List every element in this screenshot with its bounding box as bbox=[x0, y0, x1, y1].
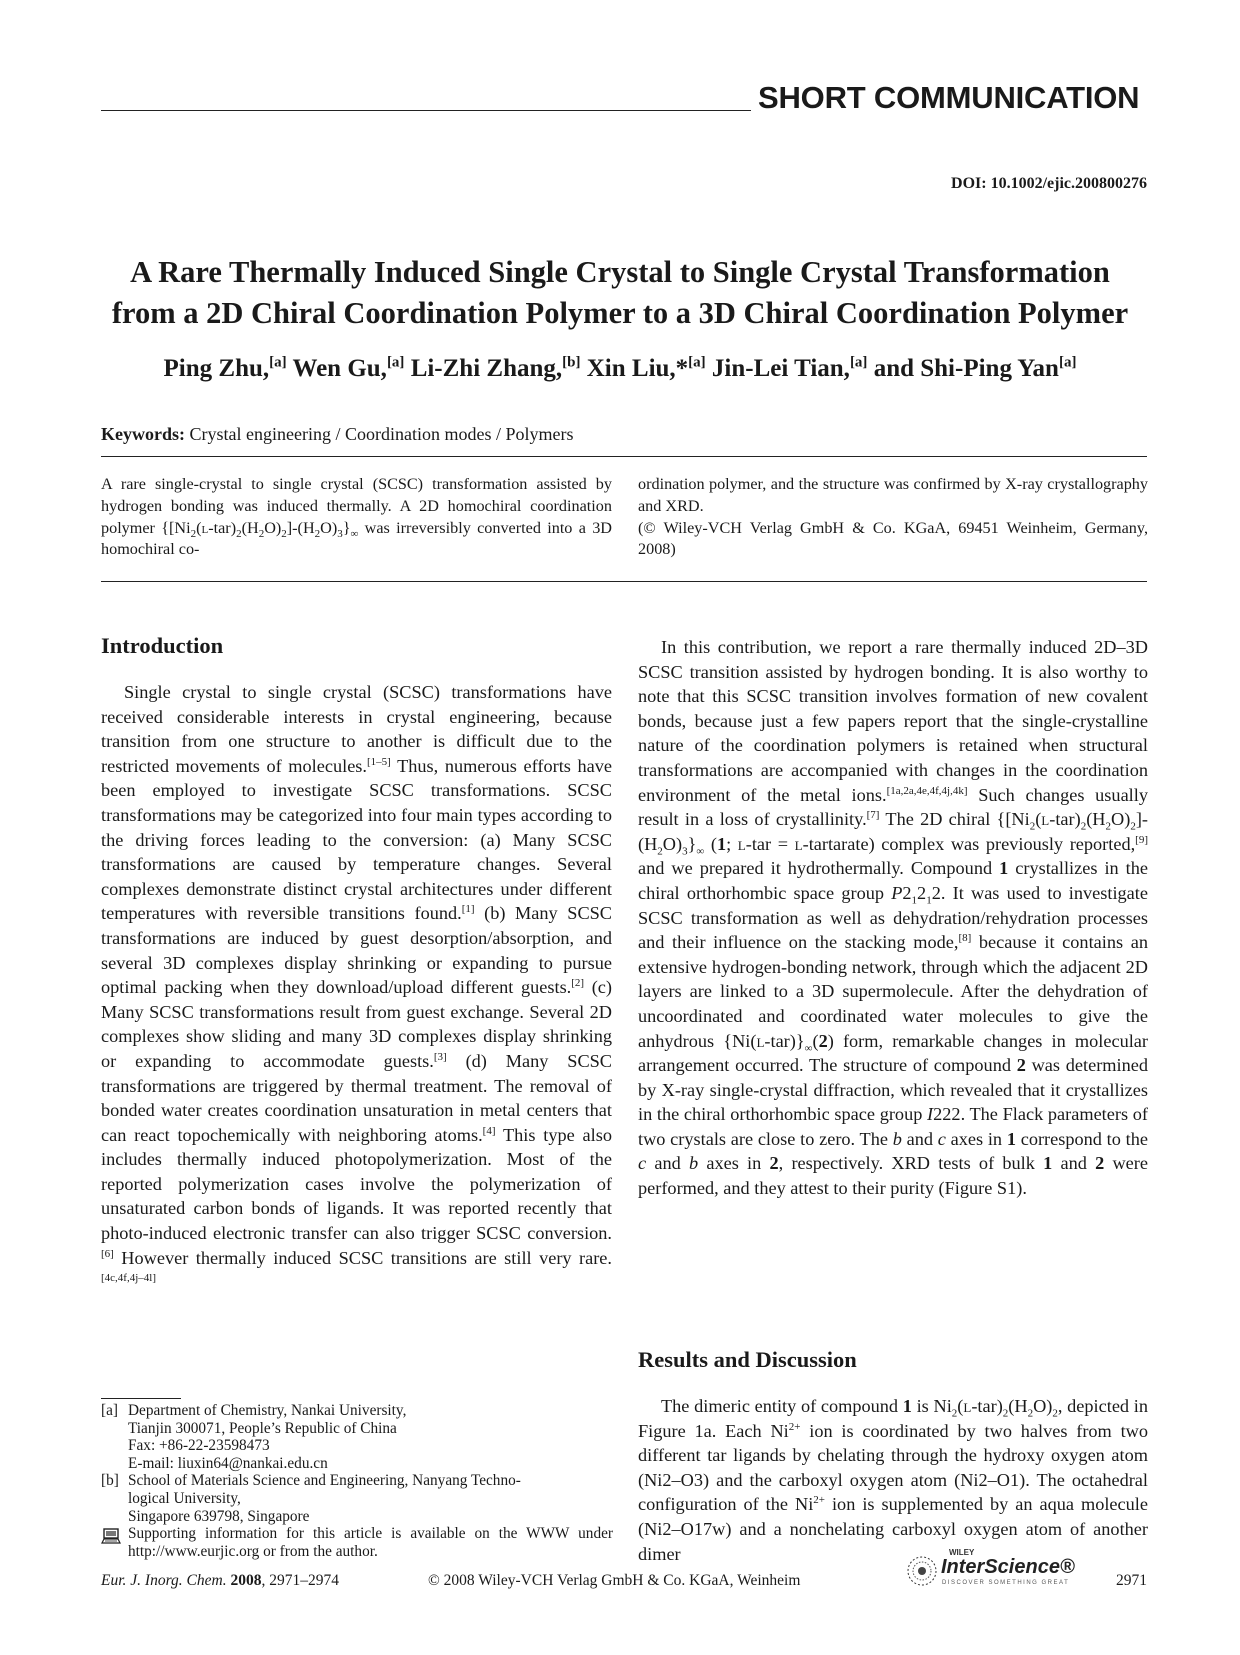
keywords-label: Keywords: bbox=[101, 424, 185, 444]
page-number: 2971 bbox=[1116, 1572, 1147, 1589]
copyright: © 2008 Wiley-VCH Verlag GmbH & Co. KGaA, Weinheim bbox=[428, 1572, 801, 1589]
abstract-left: A rare single-crystal to single crystal (SCSC) transformation assisted by hydrogen bonding was induced thermally. A 2D homochiral coordination polymer $\{[Ni_2(l-tar)_2(H_2O)_2]-(H_2O)_3\}_\infty$ was irreversibly converted into a 3D homochiral co- bbox=[101, 475, 612, 559]
footnotes bbox=[101, 1402, 613, 1560]
article-title bbox=[80, 252, 1160, 334]
author: Xin Liu,*[a] bbox=[586, 355, 706, 383]
header-rule bbox=[101, 110, 751, 111]
results-text bbox=[638, 1394, 1148, 1566]
footnote-rule bbox=[101, 1398, 181, 1399]
keywords bbox=[101, 424, 573, 445]
globe-icon bbox=[905, 1554, 939, 1588]
paragraph: Single crystal to single crystal (SCSC) transformations have received considerable interests in crystal engineering, because transition from one structure to another is difficult due to the restricted movements of molecules.[1–5] Thus, numerous efforts have been employed to investigate SCSC transformations. SCSC transformations may be categorized into four main types according to the driving forces leading to the conversion: (a) Many SCSC transformations are caused by temperature changes. Several complexes demonstrate distinct crystal architectures under different temperatures with reversible transitions found.[1] (b) Many SCSC transformations are induced by guest desorption/absorption, and several 3D complexes display shrinking or expanding to pursue optimal packing when they download/upload different guests.[2] (c) Many SCSC transformations result from guest exchange. Several 2D complexes show sliding and many 3D complexes display shrinking or expanding to accommodate guests.[3] (d) Many SCSC transformations are triggered by thermal treatment. The removal of bonded water creates coordination unsaturation in metal centers that can react topochemically with neighboring atoms.[4] This type also includes thermally induced photopolymerization. Most of the reported polymerization cases involve the polymerization of unsaturated carbon bonds of ligands. It was reported recently that photo-induced electronic transfer can also trigger SCSC conversion.[6] However thermally induced SCSC transitions are still very rare.[4c,4f,4j–4l] bbox=[101, 682, 612, 1285]
email[interactable]: E-mail: liuxin64@nankai.edu.cn bbox=[128, 1454, 328, 1472]
contribution-text bbox=[638, 635, 1148, 1201]
author: Jin-Lei Tian,[a] bbox=[711, 355, 868, 383]
footnote-a: [a] Department of Chemistry, Nankai University, Tianjin 300071, People’s Republic of China Fax: +86-22-23598473 E-mail: liuxin64@nankai.edu.cn bbox=[101, 1402, 613, 1472]
heading-results: Results and Discussion bbox=[638, 1347, 857, 1372]
footnote-supporting-info: Supporting information for this article is available on the WWW under http://www.eurjic.org or from the author. bbox=[101, 1525, 613, 1560]
journal-citation: Eur. J. Inorg. Chem. 2008, 2971–2974 bbox=[101, 1572, 339, 1589]
paragraph: The dimeric entity of compound 1 is $Ni_2(l-tar)_2(H_2O)_2$, depicted in Figure 1a. Each $Ni^{2+}$ ion is coordinated by two halves from two different tar ligands by chelating through the hydroxy oxygen atom (Ni2–O3) and the carboxyl oxygen atom (Ni2–O1). The octahedral configuration of the $Ni^{2+}$ ion is supplemented by an aqua molecule (Ni2–O17w) and a nonchelating carboxyl oxygen atom of another dimer bbox=[638, 1396, 1148, 1564]
keywords-rule bbox=[101, 456, 1147, 457]
introduction-text bbox=[101, 680, 612, 1295]
keywords-text: Crystal engineering / Coordination modes / Polymers bbox=[189, 424, 574, 444]
interscience-logo: WILEY InterScience® DISCOVER SOMETHING GREAT bbox=[905, 1548, 1075, 1592]
doi[interactable]: DOI: 10.1002/ejic.200800276 bbox=[951, 175, 1147, 192]
author: Li-Zhi Zhang,[b] bbox=[410, 355, 581, 383]
title-line-2: from a 2D Chiral Coordination Polymer to a 3D Chiral Coordination Polymer bbox=[111, 296, 1129, 330]
abstract-right: ordination polymer, and the structure was confirmed by X-ray crystallography and XRD. (© Wiley-VCH Verlag GmbH & Co. KGaA, 69451 Weinheim, Germany, 2008) bbox=[638, 475, 1148, 559]
abstract-rule bbox=[101, 581, 1147, 582]
footnote-b: [b] School of Materials Science and Engineering, Nanyang Techno- logical University, Singapore 639798, Singapore bbox=[101, 1472, 521, 1525]
author: and Shi-Ping Yan[a] bbox=[873, 355, 1077, 383]
author-list bbox=[80, 355, 1160, 383]
paragraph: In this contribution, we report a rare thermally induced 2D–3D SCSC transition assisted by hydrogen bonding. It is also worthy to note that this SCSC transition involves formation of new covalent bonds, because just a few papers report that the single-crystalline nature of the coordination polymers is retained when structural transformations are accompanied with changes in the coordination environment of the metal ions.[1a,2a,4e,4f,4j,4k] Such changes usually result in a loss of crystallinity.[7] The 2D chiral $\{[Ni_2(l-tar)_2(H_2O)_2]-(H_2O)_3\}_\infty$ (1; l-tar = l-tartarate) complex was previously reported,[9] and we prepared it hydrothermally. Compound 1 crystallizes in the chiral orthorhombic space group $P2_12_12$. It was used to investigate SCSC transformation as well as dehydration/rehydration processes and their influence on the stacking mode,[8] because it contains an extensive hydrogen-bonding network, through which the adjacent 2D layers are linked to a 3D supermolecule. After the dehydration of uncoordinated and coordinated water molecules to give the anhydrous $\{Ni(l-tar)\}_\infty(2)$ form, remarkable changes in molecular arrangement occurred. The structure of compound 2 was determined by X-ray single-crystal diffraction, which revealed that it crystallizes in the chiral orthorhombic space group I222. The Flack parameters of two crystals are close to zero. The b and c axes in 1 correspond to the c and b axes in 2, respectively. XRD tests of bulk 1 and 2 were performed, and they attest to their purity (Figure S1). bbox=[638, 637, 1149, 1199]
heading-introduction: Introduction bbox=[101, 633, 224, 658]
title-line-1: A Rare Thermally Induced Single Crystal to Single Crystal Transformation bbox=[130, 255, 1110, 289]
author: Ping Zhu,[a] bbox=[163, 355, 287, 383]
computer-icon bbox=[101, 1528, 121, 1549]
section-label: SHORT COMMUNICATION bbox=[758, 80, 1140, 115]
author: Wen Gu,[a] bbox=[292, 355, 405, 383]
